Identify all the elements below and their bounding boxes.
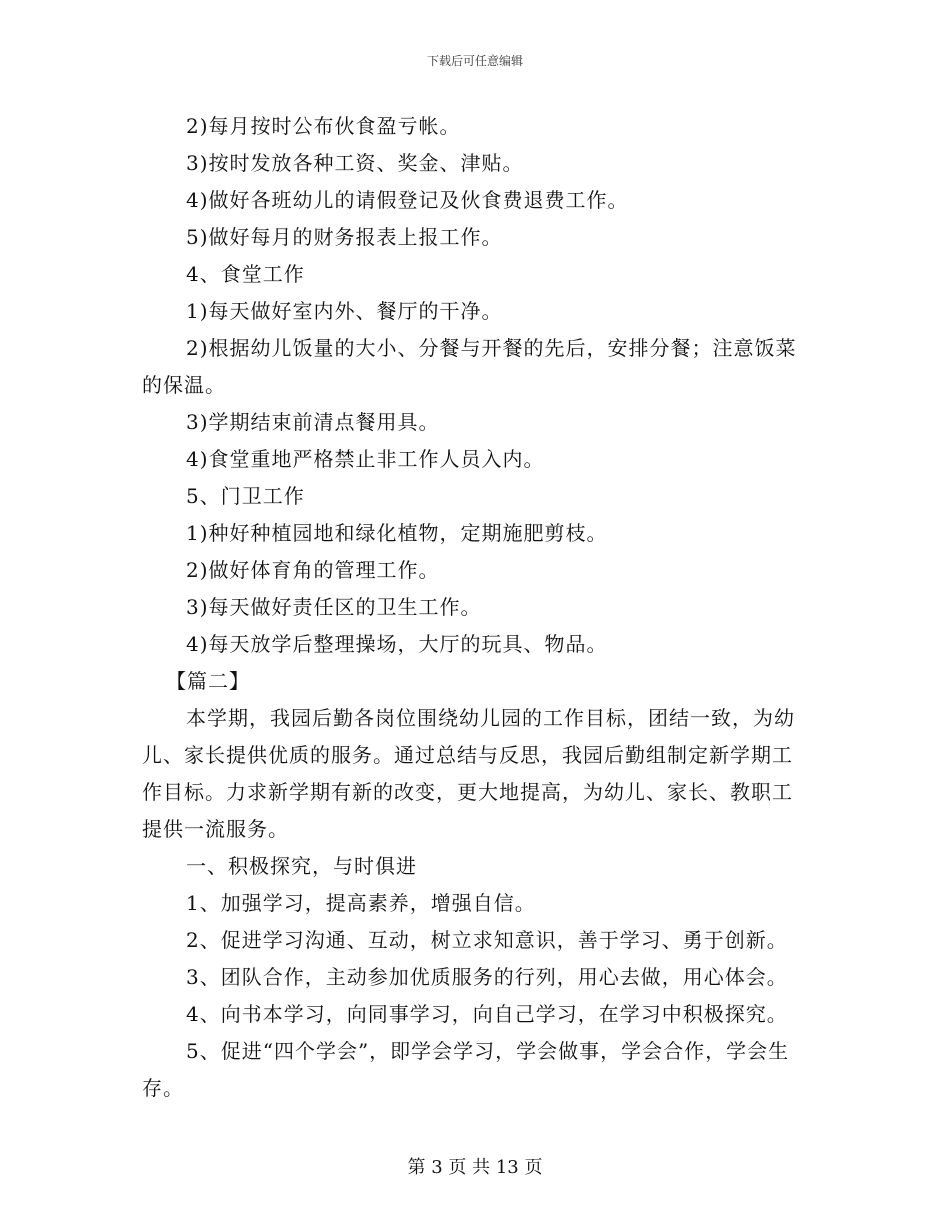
- paragraph: 2、促进学习沟通、互动，树立求知意识，善于学习、勇于创新。: [186, 928, 788, 952]
- paragraph: 本学期，我园后勤各岗位围绕幼儿园的工作目标，团结一致，为幼儿、家长提供优质的服务。通过总结与反思，我园后勤组制定新学期工作目标。力求新学期有新的改变，更大地提高，为幼儿、家长、教职工提供一流服务。: [142, 706, 795, 841]
- paragraph: 1)种好种植园地和绿化植物，定期施肥剪枝。: [186, 521, 608, 545]
- paragraph: 4)做好各班幼儿的请假登记及伙食费退费工作。: [186, 188, 629, 212]
- paragraph: 1、加强学习，提高素养，增强自信。: [186, 891, 536, 915]
- paragraph: 5、促进“四个学会”，即学会学习，学会做事，学会合作，学会生存。: [142, 1039, 790, 1100]
- paragraph: 3)学期结束前清点餐用具。: [186, 410, 440, 434]
- paragraph: 3)每天做好责任区的卫生工作。: [186, 595, 482, 619]
- paragraph: 2)做好体育角的管理工作。: [186, 558, 440, 582]
- page-number: 第 3 页 共 13 页: [407, 1157, 543, 1178]
- page-header: 下载后可任意编辑: [426, 54, 523, 68]
- paragraph: 2)根据幼儿饭量的大小、分餐与开餐的先后，安排分餐；注意饭菜的保温。: [142, 336, 797, 397]
- section-heading: 一、积极探究，与时俱进: [186, 854, 417, 878]
- document-body: [142, 108, 810, 1107]
- paragraph: 1)每天做好室内外、餐厅的干净。: [186, 299, 503, 323]
- part-heading: 【篇二】: [166, 669, 250, 693]
- paragraph: 2)每月按时公布伙食盈亏帐。: [186, 114, 461, 138]
- paragraph: 4)食堂重地严格禁止非工作人员入内。: [186, 447, 545, 471]
- paragraph: 4、向书本学习，向同事学习，向自己学习，在学习中积极探究。: [186, 1002, 788, 1026]
- paragraph: 3、团队合作，主动参加优质服务的行列，用心去做，用心体会。: [186, 965, 788, 989]
- paragraph: 5)做好每月的财务报表上报工作。: [186, 225, 503, 249]
- paragraph: 3)按时发放各种工资、奖金、津贴。: [186, 151, 524, 175]
- section-heading: 5、门卫工作: [186, 484, 305, 508]
- section-heading: 4、食堂工作: [186, 262, 305, 286]
- paragraph: 4)每天放学后整理操场，大厅的玩具、物品。: [186, 632, 608, 656]
